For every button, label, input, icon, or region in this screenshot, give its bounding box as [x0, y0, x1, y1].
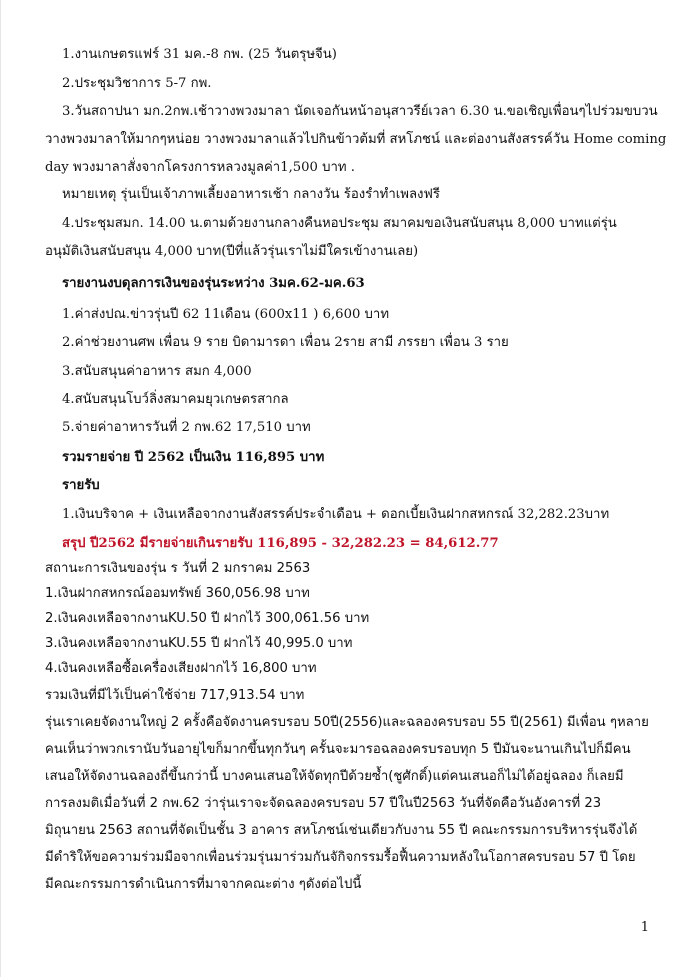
financial-status-heading: สถานะการเงินของรุ่น ร วันที่ 2 มกราคม 2563 — [45, 561, 311, 576]
paragraph-line-3: เสนอให้จัดงานฉลองถี่ขึ้นกว่านี้ บางคนเสนอให้จัดทุกปีด้วยซ้ำ(ชูศักดิ์)แต่คนเสนอก็ไม่ได้อยู่ฉลอง ก็เลยมี — [45, 769, 624, 784]
status-item-3: 3.เงินคงเหลือจากงานKU.55 ปี ฝากไว้ 40,995.0 บาท — [45, 636, 353, 651]
expense-item-4: 4.สนับสนุนโบว์ลิ่งสมาคมยุวเกษตรสากล — [62, 392, 289, 407]
income-heading: รายรับ — [62, 478, 100, 493]
paragraph-line-7: มีคณะกรรมการดำเนินการที่มาจากคณะต่าง ๆดังต่อไปนี้ — [45, 877, 362, 892]
total-expense: รวมรายจ่าย ปี 2562 เป็นเงิน 116,895 บาท — [62, 450, 325, 465]
expense-item-1: 1.ค่าส่งปณ.ข่าวรุ่นปี 62 11เดือน (600x11 ) 6,600 บาท — [62, 307, 390, 322]
expense-item-2: 2.ค่าช่วยงานศพ เพื่อน 9 ราย บิดามารดา เพื่อน 2ราย สามี ภรรยา เพื่อน 3 ราย — [62, 335, 509, 350]
status-item-1: 1.เงินฝากสหกรณ์ออมทรัพย์ 360,056.98 บาท — [45, 586, 310, 601]
expense-item-3: 3.สนับสนุนค่าอาหาร สมก 4,000 — [62, 364, 252, 379]
expense-item-5: 5.จ่ายค่าอาหารวันที่ 2 กพ.62 17,510 บาท — [62, 420, 311, 435]
item-founding-day-line1: 3.วันสถาปนา มก.2กพ.เช้าวางพวงมาลา นัดเจอกันหน้าอนุสาวรีย์เวลา 6.30 น.ขอเชิญเพื่อนๆไปร่วมขบวน — [62, 104, 658, 119]
summary-2562: สรุป ปี2562 มีรายจ่ายเกินรายรับ 116,895 - 32,282.23 = 84,612.77 — [62, 536, 499, 551]
status-item-4: 4.เงินคงเหลือซื้อเครื่องเสียงฝากไว้ 16,800 บาท — [45, 661, 317, 676]
paragraph-line-2: คนเห็นว่าพวกเรานับวันอายุไขก็มากขึ้นทุกวันๆ ครั้นจะมารอฉลองครบรอบทุก 5 ปีมันจะนานเกินไปก็มีคน — [45, 742, 631, 757]
item-association-meeting-line2: อนุมัติเงินสนับสนุน 4,000 บาท(ปีที่แล้วรุ่นเราไม่มีใครเข้างานเลย) — [45, 244, 419, 259]
item-founding-day-line2: วางพวงมาลาให้มากๆหน่อย วางพวงมาลาแล้วไปกินข้าวต้มที่ สหโภชน์ และต่องานสังสรรค์วัน Home coming — [45, 132, 667, 147]
paragraph-line-5: มิถุนายน 2563 สถานที่จัดเป็นชั้น 3 อาคาร สหโภชน์เช่นเดียวกับงาน 55 ปี คณะกรรมการบริหารรุ่นจึงได้ — [45, 823, 638, 838]
status-item-2: 2.เงินคงเหลือจากงานKU.50 ปี ฝากไว้ 300,061.56 บาท — [45, 611, 370, 626]
income-item-1: 1.เงินบริจาค + เงินเหลือจากงานสังสรรค์ประจำเดือน + ดอกเบี้ยเงินฝากสหกรณ์ 32,282.23บาท — [62, 507, 610, 522]
paragraph-line-6: มีดำริให้ขอความร่วมมือจากเพื่อนร่วมรุ่นมาร่วมกันจักิจกรรมรื้อฟื้นความหลังในโอกาสครบรอบ 57 ปี โดย — [45, 850, 636, 865]
status-total: รวมเงินที่มีไว้เป็นค่าใช้จ่าย 717,913.54 บาท — [45, 688, 305, 703]
balance-report-heading: รายงานงบดุลการเงินของรุ่นระหว่าง 3มค.62-มค.63 — [62, 276, 365, 291]
item-academic-meeting: 2.ประชุมวิชาการ 5-7 กพ. — [62, 76, 212, 91]
item-founding-day-line3: day พวงมาลาสั่งจากโครงการหลวงมูลค่า1,500 บาท . — [45, 160, 355, 175]
item-association-meeting-line1: 4.ประชุมสมก. 14.00 น.ตามด้วยงานกลางคืนหอประชุม สมาคมขอเงินสนับสนุน 8,000 บาทแต่รุ่น — [62, 216, 617, 231]
item-agri-fair: 1.งานเกษตรแฟร์ 31 มค.-8 กพ. (25 วันตรุษจีน) — [62, 47, 337, 62]
remark-note: หมายเหตุ รุ่นเป็นเจ้าภาพเลี้ยงอาหารเช้า กลางวัน ร้องรำทำเพลงฟรี — [62, 187, 440, 202]
paragraph-line-1: รุ่นเราเคยจัดงานใหญ่ 2 ครั้งคือจัดงานครบรอบ 50ปี(2556)และฉลองครบรอบ 55 ปี(2561) มีเพื่อน ๆหลาย — [45, 715, 649, 730]
paragraph-line-4: การลงมติเมื่อวันที่ 2 กพ.62 ว่ารุ่นเราจะจัดฉลองครบรอบ 57 ปีในปี2563 วันที่จัดคือวันอังคารที่ 23 — [45, 796, 602, 811]
page-number: 1 — [640, 920, 649, 935]
